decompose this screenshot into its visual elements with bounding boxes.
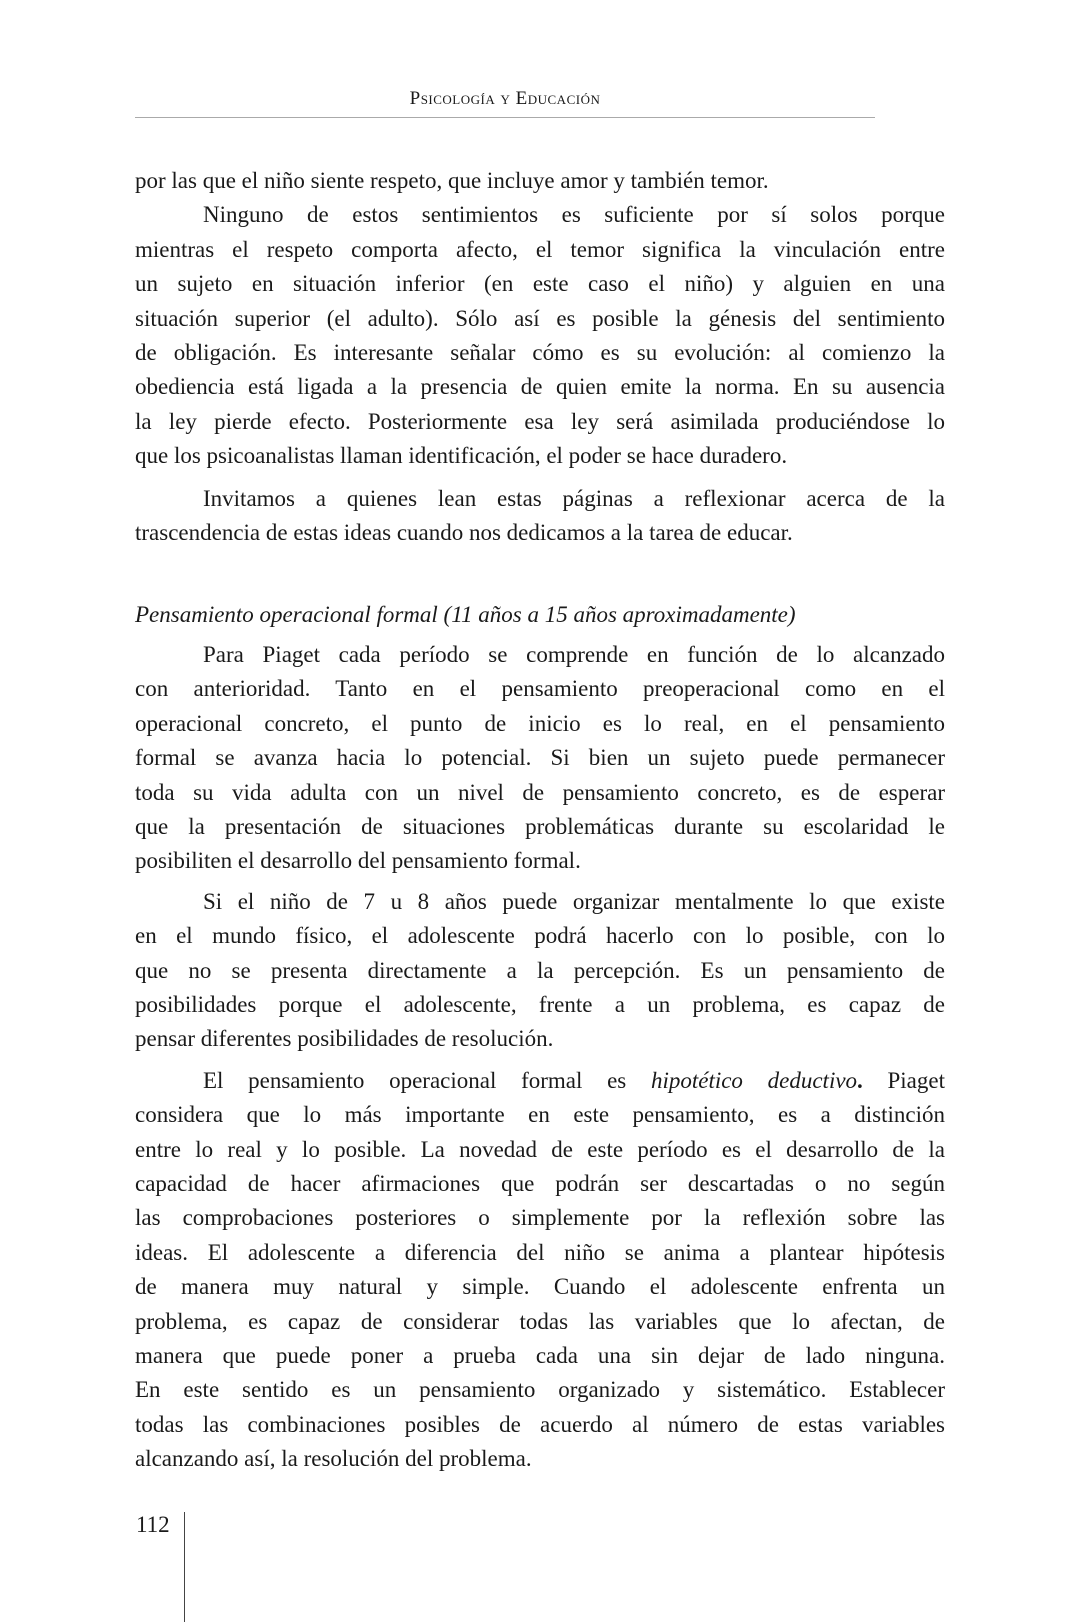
section-heading-text: Pensamiento operacional formal (11 años a 15 años aproximadamente)	[135, 602, 796, 628]
text-line: Ninguno de estos sentimientos es suficiente por sí solos porque	[203, 202, 945, 228]
text-line: En este sentido es un pensamiento organizado y sistemático. Establecer	[135, 1377, 945, 1403]
text-line: mientras el respeto comporta afecto, el temor significa la vinculación entre	[135, 236, 945, 262]
footer-rule	[184, 1512, 185, 1622]
text-line: considera que lo más importante en este pensamiento, es a distinción	[135, 1102, 945, 1128]
text-segment: Piaget	[862, 1067, 945, 1093]
text-line: capacidad de hacer afirmaciones que podrán ser descartadas o no según	[135, 1170, 945, 1196]
paragraph	[135, 198, 945, 473]
text-line: pensar diferentes posibilidades de resolución.	[135, 1026, 554, 1052]
text-line: en el mundo físico, el adolescente podrá hacerlo con lo posible, con lo	[135, 923, 945, 949]
page-number: 112	[136, 1512, 170, 1537]
text-line: situación superior (el adulto). Sólo así es posible la génesis del sentimiento	[135, 305, 945, 331]
text-line: posibilidades porque el adolescente, frente a un problema, es capaz de	[135, 991, 945, 1017]
paragraph-continuation	[135, 1098, 945, 1476]
paragraph	[135, 885, 945, 1057]
text-line: operacional concreto, el punto de inicio es lo real, en el pensamiento	[135, 710, 945, 736]
text-line: de manera muy natural y simple. Cuando el adolescente enfrenta un	[135, 1274, 945, 1300]
text-segment: .	[857, 1067, 863, 1093]
text-line: que los psicoanalistas llaman identificación, el poder se hace duradero.	[135, 443, 788, 469]
text-line	[135, 1064, 945, 1098]
text-line: la ley pierde efecto. Posteriormente esa ley será asimilada produciéndose lo	[135, 408, 945, 434]
page-body	[135, 164, 945, 1477]
text-line: de obligación. Es interesante señalar cómo es su evolución: al comienzo la	[135, 340, 945, 366]
header-rule	[135, 117, 875, 118]
text-line: problema, es capaz de considerar todas las variables que lo afectan, de	[135, 1308, 945, 1334]
text-line: toda su vida adulta con un nivel de pensamiento concreto, es de esperar	[135, 779, 945, 805]
text-line: por las que el niño siente respeto, que incluye amor y también temor.	[135, 168, 769, 193]
paragraph	[135, 638, 945, 879]
text-line: ideas. El adolescente a diferencia del niño se anima a plantear hipótesis	[135, 1239, 945, 1265]
text-line: un sujeto en situación inferior (en este caso el niño) y alguien en una	[135, 271, 945, 297]
text-line: que la presentación de situaciones problemáticas durante su escolaridad le	[135, 813, 945, 839]
paragraph	[135, 482, 945, 551]
paragraph	[135, 1064, 945, 1477]
text-line: obediencia está ligada a la presencia de quien emite la norma. En su ausencia	[135, 374, 945, 400]
paragraph	[135, 164, 945, 198]
text-line: con anterioridad. Tanto en el pensamiento preoperacional como en el	[135, 676, 945, 702]
text-line: Para Piaget cada período se comprende en función de lo alcanzado	[203, 641, 945, 667]
text-line: posibiliten el desarrollo del pensamiento formal.	[135, 848, 581, 874]
text-line: Invitamos a quienes lean estas páginas a reflexionar acerca de la	[203, 485, 945, 511]
text-line: manera que puede poner a prueba cada una sin dejar de lado ninguna.	[135, 1343, 945, 1368]
text-line: Si el niño de 7 u 8 años puede organizar mentalmente lo que existe	[203, 888, 945, 914]
text-line: todas las combinaciones posibles de acuerdo al número de estas variables	[135, 1411, 945, 1437]
section-heading	[135, 598, 945, 632]
text-line: las comprobaciones posteriores o simplemente por la reflexión sobre las	[135, 1205, 945, 1231]
emphasis-term: hipotético deductivo	[650, 1067, 858, 1093]
text-line: trascendencia de estas ideas cuando nos dedicamos a la tarea de educar.	[135, 520, 793, 546]
text-line: entre lo real y lo posible. La novedad de este período es el desarrollo de la	[135, 1136, 945, 1162]
text-segment: El pensamiento operacional formal es	[203, 1067, 651, 1093]
text-line: formal se avanza hacia lo potencial. Si bien un sujeto puede permanecer	[135, 745, 945, 771]
running-header: Psicología y Educación	[409, 88, 601, 109]
text-line: alcanzando así, la resolución del problema.	[135, 1446, 532, 1472]
text-line: que no se presenta directamente a la percepción. Es un pensamiento de	[135, 957, 945, 983]
